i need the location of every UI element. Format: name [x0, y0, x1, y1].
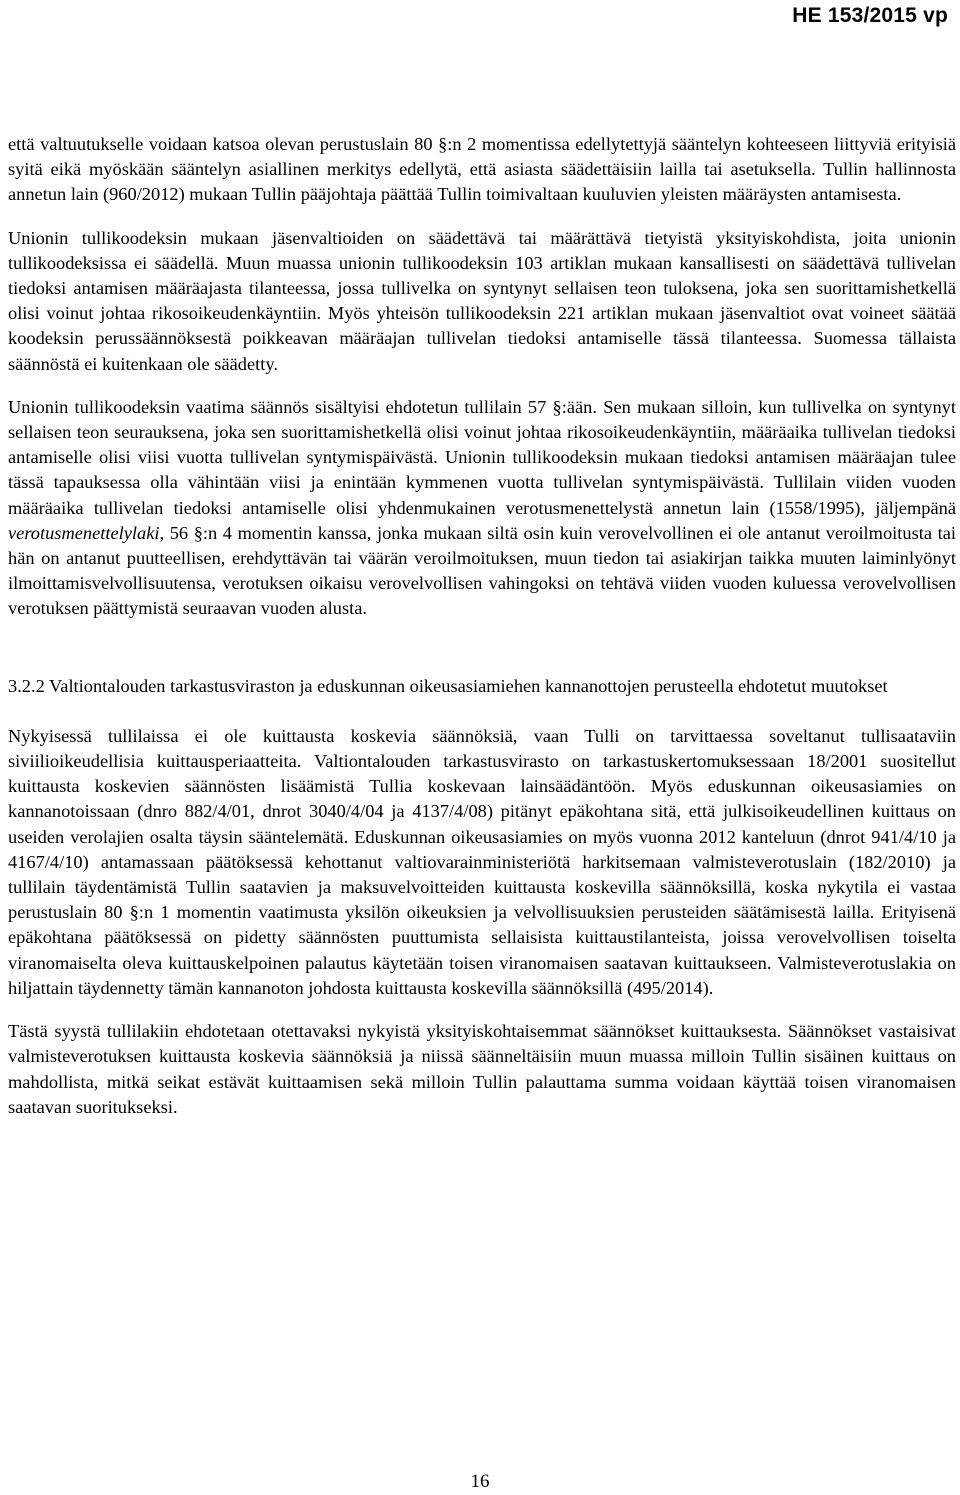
page-number: 16	[470, 1471, 490, 1492]
document-header-id: HE 153/2015 vp	[792, 4, 948, 27]
paragraph-3-text-a: Unionin tullikoodeksin vaatima säännös sisältyisi ehdotetun tullilain 57 §:ään. Sen mukaan silloin, kun tullivelka on syntynyt sellaisen teon seurauksena, joka sen suorittamishetkellä olisi voinut johtaa rikosoikeudenkäyntiin, määräaika tullivelan tiedoksi antamiselle olisi viisi vuotta tullivelan syntymispäivästä. Unionin tullikoodeksin mukaan tiedoksi antamisen määräajan tulee tässä tapauksessa olla vähintään viisi ja enintään kymmenen vuotta tullivelan syntymispäivästä. Tullilain viiden vuoden määräaika tullivelan tiedoksi antamiselle olisi yhdenmukainen verotusmenettelystä annetun lain (1558/1995), jäljempänä	[8, 396, 956, 518]
section-heading: 3.2.2 Valtiontalouden tarkastusviraston ja eduskunnan oikeusasiamiehen kannanottojen perusteella ehdotetut muutokset	[8, 675, 888, 696]
paragraph-1: että valtuutukselle voidaan katsoa olevan perustuslain 80 §:n 2 momentissa edellytettyjä sääntelyn kohteeseen liittyviä erityisiä syitä eikä myöskään sääntelyn asiallinen merkitys edellytä, että asiasta säädettäisiin lailla tai asetuksella. Tullin hallinnosta annetun lain (960/2012) mukaan Tullin pääjohtaja päättää Tullin toimivaltaan kuuluvien yleisten määräysten antamisesta.	[8, 134, 956, 205]
paragraph-5: Tästä syystä tullilakiin ehdotetaan otettavaksi nykyistä yksityiskohtaisemmat säännökset kuittauksesta. Säännökset vastaisivat valmisteverotuksen kuittausta koskevia säännöksiä ja niissä säänneltäisiin muun muassa milloin Tullin sisäinen kuittaus on mahdollista, mitkä seikat estävät kuittaamisen sekä milloin Tullin palauttama summa voidaan käyttää toisen viranomaisen saatavan suoritukseksi.	[8, 1021, 956, 1117]
paragraph-3-text-b: , 56 §:n 4 momentin kanssa, jonka mukaan siltä osin kuin verovelvollinen ei ole antanut veroilmoitusta tai hän on antanut puutteellisen, erehdyttävän tai väärän veroilmoituksen, muun tiedon tai asiakirjan taikka muuten laiminlyönyt ilmoittamisvelvollisuutensa, verotuksen oikaisu verovelvollisen vahingoksi on tehtävä viiden vuoden kuluessa verovelvollisen verotuksen päättymistä seuraavan vuoden alusta.	[8, 522, 956, 619]
document-body	[8, 132, 956, 1120]
paragraph-4: Nykyisessä tullilaissa ei ole kuittausta koskevia säännöksiä, vaan Tulli on tarvittaessa soveltanut tullisaataviin siviilioikeudellisia kuittausperiaatteita. Valtiontalouden tarkastusvirasto on tarkastuskertomuksessaan 18/2001 suositellut kuittausta koskevien säännösten lisäämistä Tullia koskevaan lainsäädäntöön. Myös eduskunnan oikeusasiamies on kannanotoissaan (dnro 882/4/01, dnrot 3040/4/04 ja 4137/4/08) pitänyt epäkohtana sitä, että julkisoikeudellinen kuittaus on useiden verolajien osalta täysin sääntelemätä. Eduskunnan oikeusasiamies on myös vuonna 2012 kanteluun (dnrot 941/4/10 ja 4167/4/10) antamassaan päätöksessä kehottanut valtiovarainministeriötä harkitsemaan valmisteverotuslain (182/2010) ja tullilain täydentämistä Tullin saatavien ja maksuvelvoitteiden kuittausta koskevilla säännöksillä, koska nykytila ei vastaa perustuslain 80 §:n 1 momentin vaatimusta yksilön oikeuksien ja velvollisuuksien perusteiden säätämisestä lailla. Erityisenä epäkohtana päätöksessä on pidetty säännösten puuttumista sellaisista kuittaustilanteista, joissa verovelvollisen toiselta viranomaiselta oleva kuittauskelpoinen palautus käytetään toisen viranomaisen saatavan kuittaukseen. Valmisteverotuslakia on hiljattain täydennetty tämän kannanoton johdosta kuittausta koskevilla säännöksillä (495/2014).	[8, 725, 956, 998]
paragraph-2: Unionin tullikoodeksin mukaan jäsenvaltioiden on säädettävä tai määrättävä tietyistä yksityiskohdista, joita unionin tullikoodeksissa ei säädellä. Muun muassa unionin tullikoodeksin 103 artiklan mukaan kansallisesti on säädettävä tullivelan tiedoksi antamisen määräajasta tilanteessa, jossa tullivelka on syntynyt sellaisen teon tuloksena, joka sen suorittamishetkellä olisi voinut johtaa rikosoikeudenkäyntiin. Myös yhteisön tullikoodeksin 221 artiklan mukaan jäsenvaltiot ovat voineet säätää koodeksin perussäännöksestä poikkeavan määräajan tullivelan tiedoksi antamiselle tässä tilanteessa. Suomessa tällaista säännöstä ei kuitenkaan ole säädetty.	[8, 227, 956, 374]
paragraph-3-italic-term: verotusmenettelylaki	[8, 522, 160, 543]
paragraph-3	[8, 395, 956, 622]
